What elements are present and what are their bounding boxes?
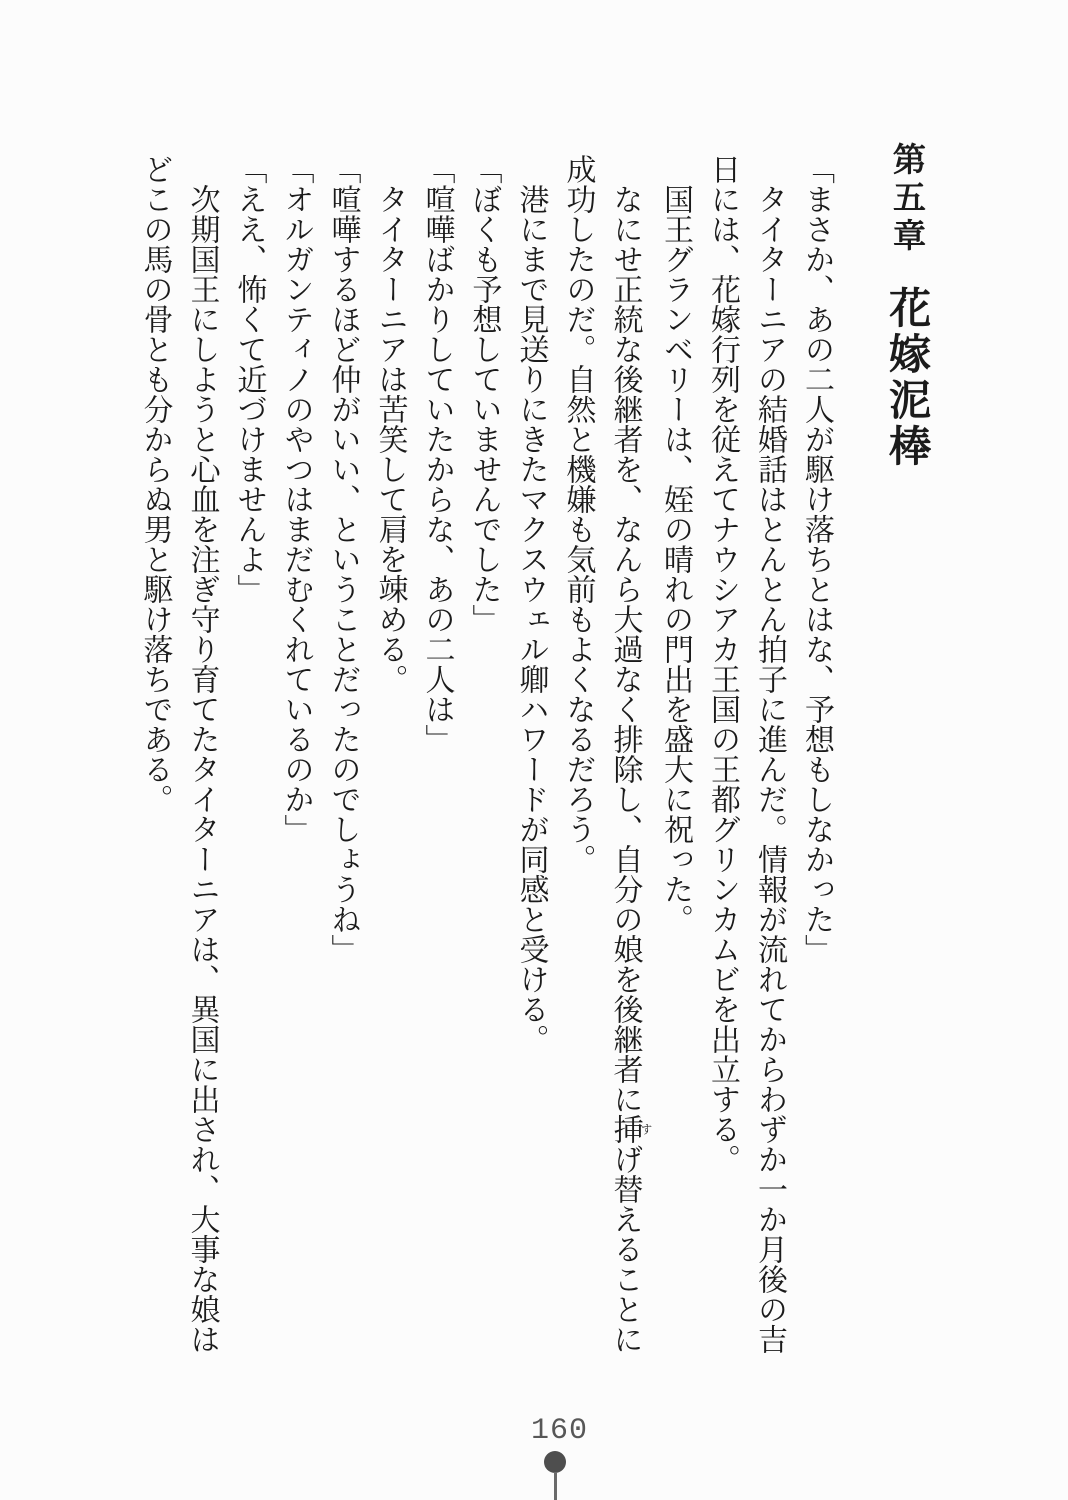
paragraph: タイターニアの結婚話はとんとん拍子に進んだ。情報が流れてからわずか一か月後の吉 日には、花嫁行列を従えてナウシアカ王国の王都グリンカムビを出立する。 (706, 154, 786, 1354)
paragraph: なにせ正統な後継者を、なんら大過なく排除し、自分の娘を後継者に挿すげ替えることに 成功したのだ。自然と機嫌も気前もよくなるだろう。 (561, 154, 653, 1354)
text-body (132, 154, 841, 1369)
paragraph: 「ぼくも予想していませんでした」 (467, 154, 501, 634)
page-marker-dot-icon (544, 1451, 566, 1473)
paragraph: タイターニアは苦笑して肩を竦める。 (373, 154, 407, 694)
paragraph: 「喧嘩するほど仲がいい、ということだったのでしょうね」 (326, 154, 360, 964)
chapter-heading (881, 142, 931, 470)
paragraph: 「オルガンティノのやつはまだむくれているのか」 (279, 154, 313, 844)
chapter-number: 第五章 (888, 142, 924, 256)
paragraph: 「まさか、あの二人が駆け落ちとはな、予想もしなかった」 (800, 154, 833, 964)
chapter-title: 花嫁泥棒 (883, 286, 929, 470)
page-number: 160 (531, 1414, 589, 1448)
paragraph: 「ええ、怖くて近づけませんよ」 (232, 154, 266, 604)
paragraph: 「喧嘩ばかりしていたからな、あの二人は」 (420, 154, 454, 754)
paragraph: 港にまで見送りにきたマクスウェル卿ハワードが同感と受ける。 (514, 154, 548, 1054)
paragraph: 国王グランベリーは、姪の晴れの門出を盛大に祝った。 (659, 154, 692, 934)
paragraph: 次期国王にしようと心血を注ぎ守り育てたタイターニアは、異国に出され、大事な娘は どこの馬の骨とも分からぬ男と駆け落ちである。 (138, 154, 219, 1354)
page-marker-line (554, 1472, 557, 1500)
